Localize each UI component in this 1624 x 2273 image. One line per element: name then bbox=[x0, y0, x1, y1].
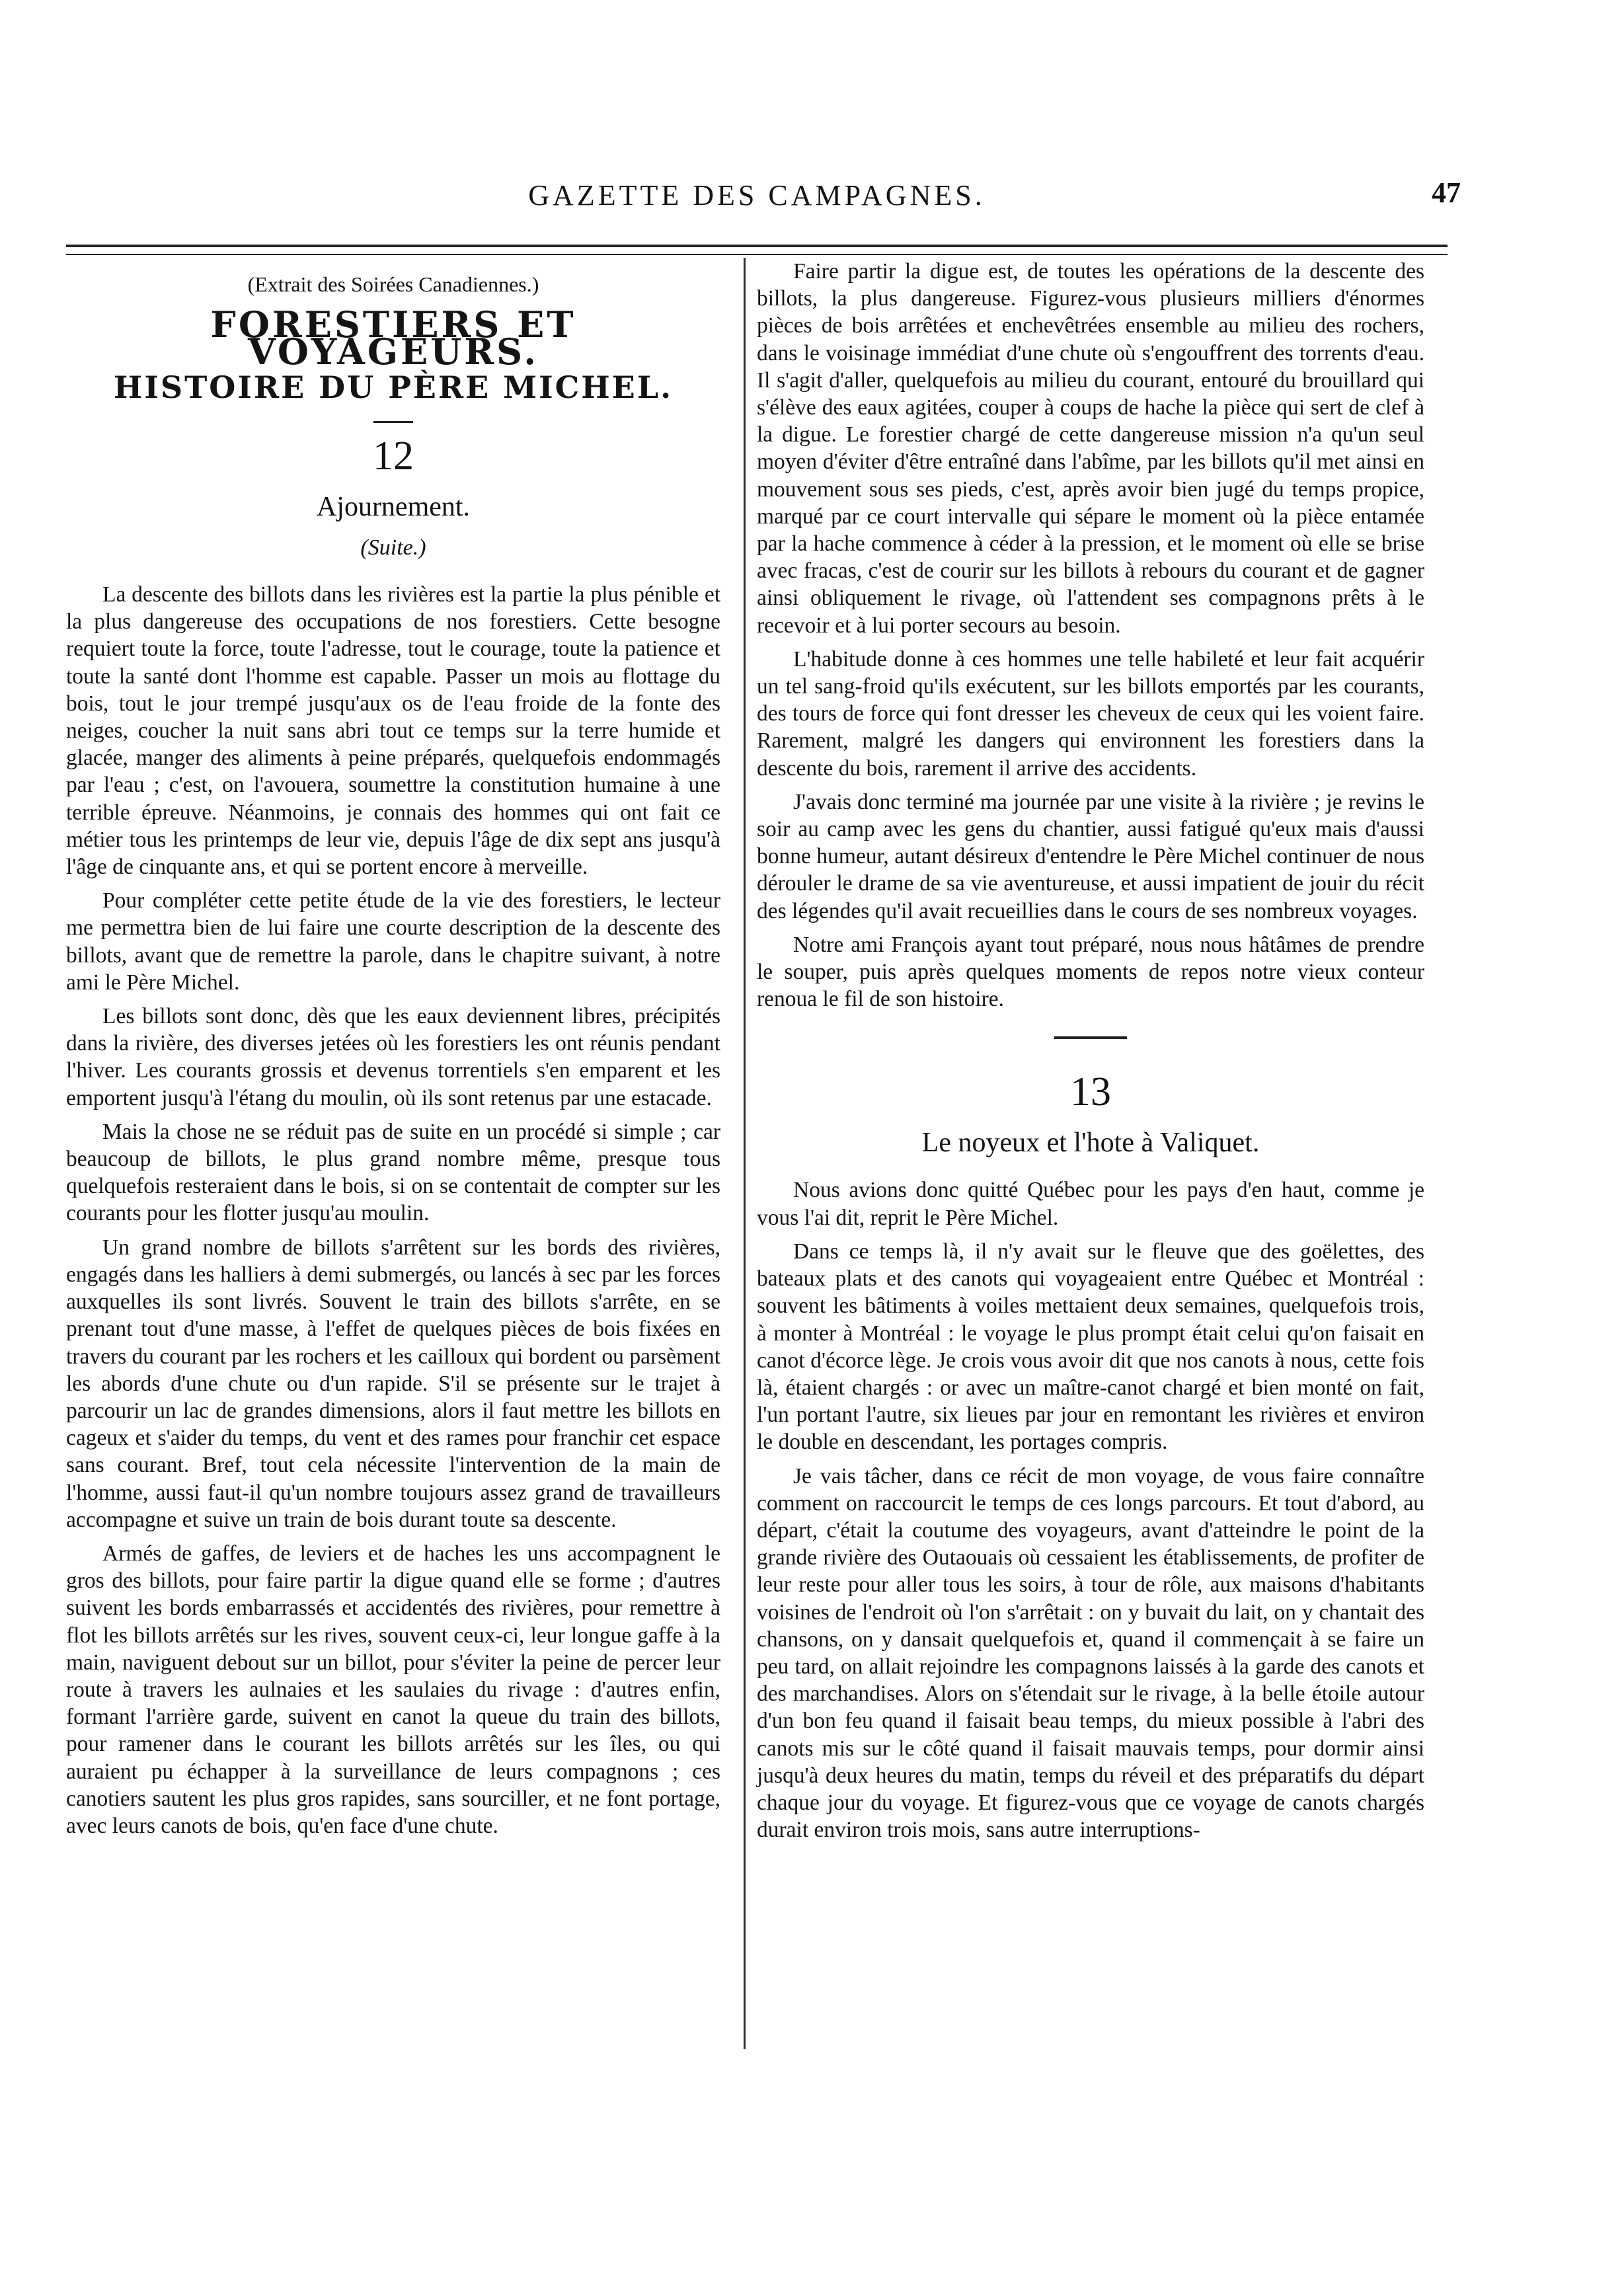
right-column bbox=[757, 258, 1424, 1850]
paragraph: La descente des billots dans les rivières est la partie la plus pénible et la plus dangereuse des occupations de nos forestiers. Cette besogne requiert toute la force, toute l'adresse, tout le courage, toute la patience et toute la santé dont l'homme est capable. Passer un mois au flottage du bois, tout le jour trempé jusqu'aux os de l'eau froide de la fonte des neiges, coucher la nuit sans abri tout ce temps sur la terre humide et glacée, manger des aliments à peine préparés, quelquefois endommagés par l'eau ; c'est, on l'avouera, soumettre la constitution humaine à une terrible épreuve. Néanmoins, je connais des hommes qui ont fait ce métier tous les printemps de leur vie, depuis l'âge de dix sept ans jusqu'à l'âge de cinquante ans, et qui se portent encore à merveille. bbox=[66, 582, 720, 880]
paragraph: Pour compléter cette petite étude de la vie des forestiers, le lecteur me permettra bien de lui faire une courte description de la descente des billots, avant que de remettre la parole, dans le chapitre suivant, à notre ami le Père Michel. bbox=[66, 888, 720, 995]
paragraph: Armés de gaffes, de leviers et de haches les uns accompagnent le gros des billots, pour faire partir la digue quand elle se forme ; d'autres suivent les bords embarrassés et accidentés des rivières, pour remettre à flot les billots arrêtés sur les rives, souvent ceux-ci, leur longue gaffe à la main, naviguent debout sur un billot, pour s'éviter la peine de percer leur route à travers les aulnaies et les saulaies du rivage : d'autres enfin, formant l'arrière garde, suivent en canot la queue du train des billots, pour ramener dans le courant les billots arrêtés sur les îles, ou qui auraient pu échapper à la surveillance de leurs compagnons ; ces canotiers sautent les plus gros rapides, sans sourciller, et ne font portage, avec leurs canots de bois, qu'en face d'une chute. bbox=[66, 1541, 720, 1838]
paragraph: Notre ami François ayant tout préparé, nous nous hâtâmes de prendre le souper, puis après quelques moments de repos notre vieux conteur renoua le fil de son histoire. bbox=[757, 932, 1424, 1012]
paragraph: Mais la chose ne se réduit pas de suite en un procédé si simple ; car beaucoup de billots, le plus grand nombre même, presque tous quelquefois resteraient dans le bois, si on se contentait de compter sur les courants pour les flotter jusqu'au moulin. bbox=[66, 1119, 720, 1226]
chapter-title: Le noyeux et l'hote à Valiquet. bbox=[921, 1128, 1260, 1159]
page-header bbox=[66, 176, 1461, 251]
running-title: GAZETTE DES CAMPAGNES. bbox=[528, 179, 986, 212]
paragraph: Faire partir la digue est, de toutes les opérations de la descente des billots, la plus dangereuse. Figurez-vous plusieurs milliers d'énormes pièces de bois arrêtées et enchevêtrées ensemble au milieu des rochers, dans le voisinage immédiat d'une chute où s'engouffrent des torrents d'eau. Il s'agit d'aller, quelquefois au milieu du courant, entouré du brouillard qui s'élève des eaux agitées, couper à coups de hache la pièce qui sert de clef à la digue. Le forestier chargé de cette dangereuse mission n'a qu'un seul moyen d'éviter d'être entraîné dans l'abîme, par les billots qu'il met ainsi en mouvement sous ses pieds, c'est, après avoir bien jugé du temps propice, marqué par ce court intervalle qui sépare le moment où la pièce entamée par la hache commence à céder à la pression, et le moment où elle se brise avec fracas, c'est de courir sur les billots à rebours du courant et de gagner ainsi obliquement le rivage, où l'attendent ses compagnons prêts à le recevoir et à lui porter secours au besoin. bbox=[757, 259, 1424, 638]
paragraph: Je vais tâcher, dans ce récit de mon voyage, de vous faire connaître comment on raccourcit le temps de ces longs parcours. Et tout d'abord, au départ, c'était la coutume des voyageurs, avant d'atteindre le point de la grande rivière des Outaouais où cessaient les établissements, de profiter de leur reste pour aller tous les soirs, à tour de rôle, aux maisons d'habitants voisines de l'endroit où l'on s'arrêtait : on y buvait du lait, on y chantait des chansons, on y dansait quelquefois et, quand il commençait à se faire un peu tard, on allait rejoindre les compagnons laissés à la garde des canots et des marchandises. Alors on s'étendait sur le rivage, à la belle étoile autour d'un bon feu quand il faisait beau temps, du mieux possible à l'abri des canots mis sur le côté quand il faisait mauvais temps, pour dormir ainsi jusqu'à deux heures du matin, temps du réveil et des préparatifs du départ chaque jour du voyage. Et figurez-vous que ce voyage de canots chargés durait environ trois mois, sans autre interruptions- bbox=[757, 1463, 1424, 1843]
page-number: 47 bbox=[1432, 176, 1461, 209]
paragraph: Nous avions donc quitté Québec pour les pays d'en haut, comme je vous l'ai dit, reprit le Père Michel. bbox=[757, 1178, 1424, 1230]
title-divider bbox=[373, 421, 413, 423]
article-subtitle: HISTOIRE DU PÈRE MICHEL. bbox=[113, 369, 674, 405]
chapter-number: 13 bbox=[1070, 1069, 1111, 1115]
paragraph: Dans ce temps là, il n'y avait sur le fleuve que des goëlettes, des bateaux plats et des canots qui voyageaient entre Québec et Montréal : souvent les bâtiments à voiles mettaient deux semaines, quelquefois trois, à monter à Montréal : le voyage le plus prompt était celui qu'on faisait en canot d'écorce lège. Je crois vous avoir dit que nos canots à nous, cette fois là, étaient chargés : or avec un maître-canot chargé et bien monté on fait, l'un portant l'autre, six lieues par jour en remontant les rivières et environ le double en descendant, les portages compris. bbox=[757, 1239, 1424, 1455]
source-note: (Extrait des Soirées Canadiennes.) bbox=[247, 272, 539, 296]
chapter-number: 12 bbox=[373, 433, 414, 479]
left-column bbox=[66, 258, 720, 1846]
paragraph: L'habitude donne à ces hommes une telle habileté et leur fait acquérir un tel sang-froid qu'ils exécutent, sur les billots emportés par les courants, des tours de force qui font dresser les cheveux de ceux qui les voient faire. Rarement, malgré les dangers qui environnent les forestiers dans la descente du bois, rarement il arrive des accidents. bbox=[757, 646, 1424, 781]
section-divider bbox=[1054, 1036, 1127, 1039]
chapter-title: Ajournement. bbox=[316, 491, 471, 522]
paragraph: Un grand nombre de billots s'arrêtent sur les bords des rivières, engagés dans les halliers à demi submergés, ou lancés à sec par les forces auxquelles ils sont livrés. Souvent le train des billots s'arrête, en se prenant tout d'une masse, à l'effet de quelques pièces de bois fixées en travers du courant par les rochers et les cailloux qui bordent ou parsèment les abords d'une chute ou d'un rapide. S'il se présente sur le trajet à parcourir un lac de grandes dimensions, alors il faut mettre les billots en cageux et s'aider du temps, du vent et des rames pour franchir cet espace sans courant. Bref, tout cela nécessite l'intervention de la main de l'homme, aussi faut-il qu'un nombre toujours assez grand de travailleurs accompagne et suive un train de bois durant toute sa descente. bbox=[66, 1235, 720, 1532]
column-divider bbox=[744, 258, 746, 2049]
article-title: FORESTIERS ET VOYAGEURS. bbox=[210, 303, 576, 373]
continued-note: (Suite.) bbox=[360, 535, 426, 560]
paragraph: Les billots sont donc, dès que les eaux deviennent libres, précipités dans la rivière, des diverses jetées où les forestiers les ont réunis pendant l'hiver. Les courants grossis et devenus torrentiels s'en emparent et les emportent jusqu'à l'étang du moulin, où ils sont retenus par une estacade. bbox=[66, 1004, 720, 1110]
paragraph: J'avais donc terminé ma journée par une visite à la rivière ; je revins le soir au camp avec les gens du chantier, aussi fatigué qu'eux mais d'aussi bonne humeur, autant désireux d'entendre le Père Michel continuer de nous dérouler le drame de sa vie aventureuse, et aussi impatient de jouir du récit des légendes qu'il avait recueillies dans le cours de ses nombreux voyages. bbox=[757, 789, 1424, 923]
header-rule bbox=[66, 245, 1448, 255]
